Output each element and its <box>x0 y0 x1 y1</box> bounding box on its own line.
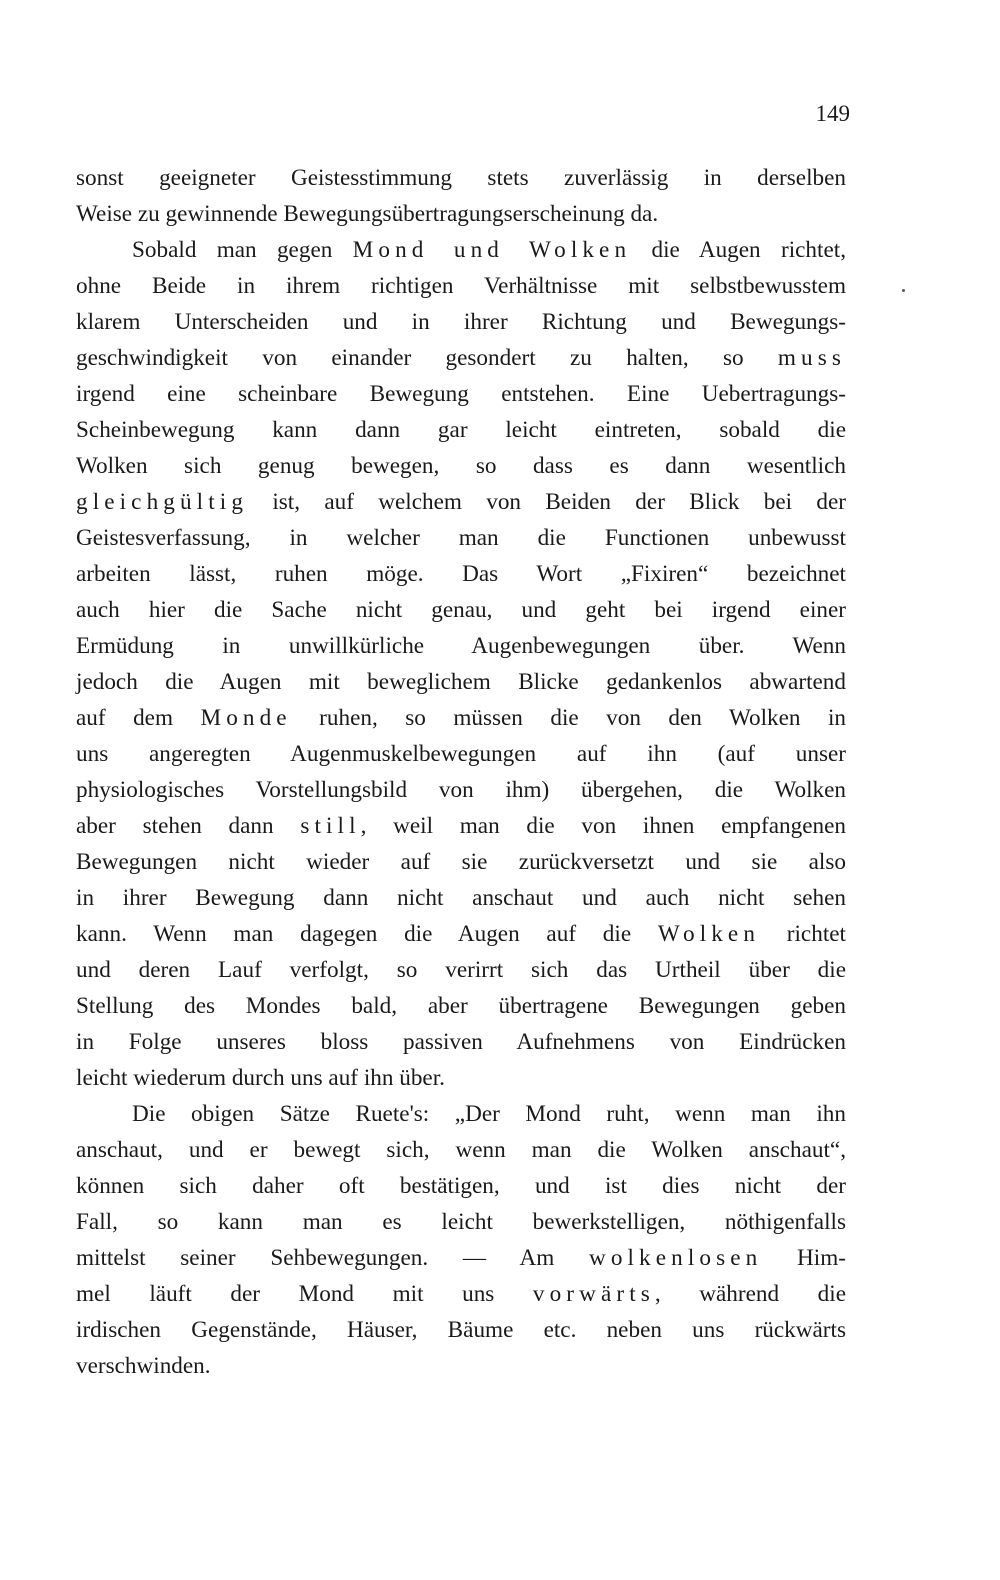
line-text: in ihrer Bewegung dann nicht anschaut und auch nicht sehen <box>76 885 846 911</box>
line-text: auch hier die Sache nicht genau, und geht bei irgend einer <box>76 597 846 623</box>
line-text: physiologisches Vorstellungsbild von ihm) übergehen, die Wolken <box>76 777 846 803</box>
line-text: Ermüdung in unwillkürliche Augenbewegungen über. Wenn <box>76 633 846 659</box>
line-text: irgend eine scheinbare Bewegung entstehen. Eine Uebertragungs- <box>76 381 846 407</box>
scan-speck <box>902 289 905 292</box>
text-line <box>76 952 846 988</box>
text-line <box>76 1204 846 1240</box>
line-text: ist, auf welchem von Beiden der Blick bei der <box>248 489 846 515</box>
text-line <box>76 988 846 1024</box>
line-text: sonst geeigneter Geistesstimmung stets zuverlässig in derselben <box>76 165 846 191</box>
line-text: mel läuft der Mond mit uns <box>76 1281 533 1307</box>
text-line <box>76 1096 846 1132</box>
text-line <box>76 844 846 880</box>
text-line <box>76 1168 846 1204</box>
text-line <box>76 556 846 592</box>
text-line <box>76 196 846 232</box>
text-line <box>76 376 846 412</box>
line-text: in Folge unseres bloss passiven Aufnehmens von Eindrücken <box>76 1029 846 1055</box>
line-text: verschwinden. <box>76 1353 211 1379</box>
text-line <box>76 1060 846 1096</box>
line-text: , weil man die von ihnen empfangenen <box>360 813 846 839</box>
line-text: Wolken sich genug bewegen, so dass es dann wesentlich <box>76 453 846 479</box>
text-line <box>76 1024 846 1060</box>
line-text: leicht wiederum durch uns auf ihn über. <box>76 1065 445 1091</box>
line-text: aber stehen dann <box>76 813 301 839</box>
text-line <box>76 772 846 808</box>
line-text: auf dem <box>76 705 201 731</box>
line-text: ruhen, so müssen die von den Wolken in <box>291 705 846 731</box>
text-line <box>76 340 846 376</box>
text-line <box>76 304 846 340</box>
line-text: arbeiten lässt, ruhen möge. Das Wort „Fixiren“ bezeichnet <box>76 561 846 587</box>
spaced-emphasis: still <box>300 813 361 839</box>
text-line <box>76 448 846 484</box>
line-text: Geistesverfassung, in welcher man die Functionen unbewusst <box>76 525 846 551</box>
line-text: anschaut, und er bewegt sich, wenn man die Wolken anschaut“, <box>76 1137 846 1163</box>
line-text: geschwindigkeit von einander gesondert zu halten, so <box>76 345 778 371</box>
spaced-emphasis: Monde <box>200 705 292 731</box>
line-text: klarem Unterscheiden und in ihrer Richtung und Bewegungs- <box>76 309 846 335</box>
text-line <box>76 700 846 736</box>
text-line <box>76 628 846 664</box>
spaced-emphasis: vorwärts <box>532 1281 655 1307</box>
spaced-emphasis: gleichgültig <box>76 489 249 515</box>
text-line <box>76 916 846 952</box>
text-line <box>76 1240 846 1276</box>
text-line <box>76 1132 846 1168</box>
line-text: uns angeregten Augenmuskelbewegungen auf ihn (auf unser <box>76 741 846 767</box>
line-text: Scheinbewegung kann dann gar leicht eintreten, sobald die <box>76 417 846 443</box>
text-line <box>76 1348 846 1384</box>
text-line <box>76 160 846 196</box>
text-line <box>76 1276 846 1312</box>
line-text: jedoch die Augen mit beweglichem Blicke gedankenlos abwartend <box>76 669 846 695</box>
text-line <box>76 232 846 268</box>
line-text: Stellung des Mondes bald, aber übertragene Bewegungen geben <box>76 993 846 1019</box>
line-text: die Augen richtet, <box>631 237 846 263</box>
spaced-emphasis: Mond und Wolken <box>352 237 632 263</box>
text-line <box>76 412 846 448</box>
spaced-emphasis: muss <box>777 345 846 371</box>
line-text: irdischen Gegenstände, Häuser, Bäume etc. neben uns rückwärts <box>76 1317 846 1343</box>
page-number: 149 <box>815 101 850 126</box>
text-line <box>76 592 846 628</box>
text-line <box>76 880 846 916</box>
spaced-emphasis: wolkenlosen <box>588 1245 763 1271</box>
text-line <box>76 808 846 844</box>
line-text: Bewegungen nicht wieder auf sie zurückversetzt und sie also <box>76 849 846 875</box>
line-text: Fall, so kann man es leicht bewerkstelligen, nöthigenfalls <box>76 1209 846 1235</box>
line-text: Him- <box>762 1245 846 1271</box>
text-line <box>76 268 846 304</box>
spaced-emphasis: Wolken <box>657 921 761 947</box>
text-line <box>76 736 846 772</box>
line-text: mittelst seiner Sehbewegungen. — Am <box>76 1245 589 1271</box>
text-line <box>76 484 846 520</box>
line-text: ohne Beide in ihrem richtigen Verhältnisse mit selbstbewusstem <box>76 273 846 299</box>
line-text: Sobald man gegen <box>132 237 353 263</box>
text-line <box>76 664 846 700</box>
line-text: Die obigen Sätze Ruete's: „Der Mond ruht, wenn man ihn <box>132 1101 846 1127</box>
text-line <box>76 520 846 556</box>
body-text <box>76 160 846 1384</box>
line-text: , während die <box>654 1281 846 1307</box>
line-text: kann. Wenn man dagegen die Augen auf die <box>76 921 658 947</box>
line-text: und deren Lauf verfolgt, so verirrt sich das Urtheil über die <box>76 957 846 983</box>
line-text: richtet <box>760 921 846 947</box>
text-line <box>76 1312 846 1348</box>
line-text: Weise zu gewinnende Bewegungsübertragungserscheinung da. <box>76 201 659 227</box>
line-text: können sich daher oft bestätigen, und ist dies nicht der <box>76 1173 846 1199</box>
